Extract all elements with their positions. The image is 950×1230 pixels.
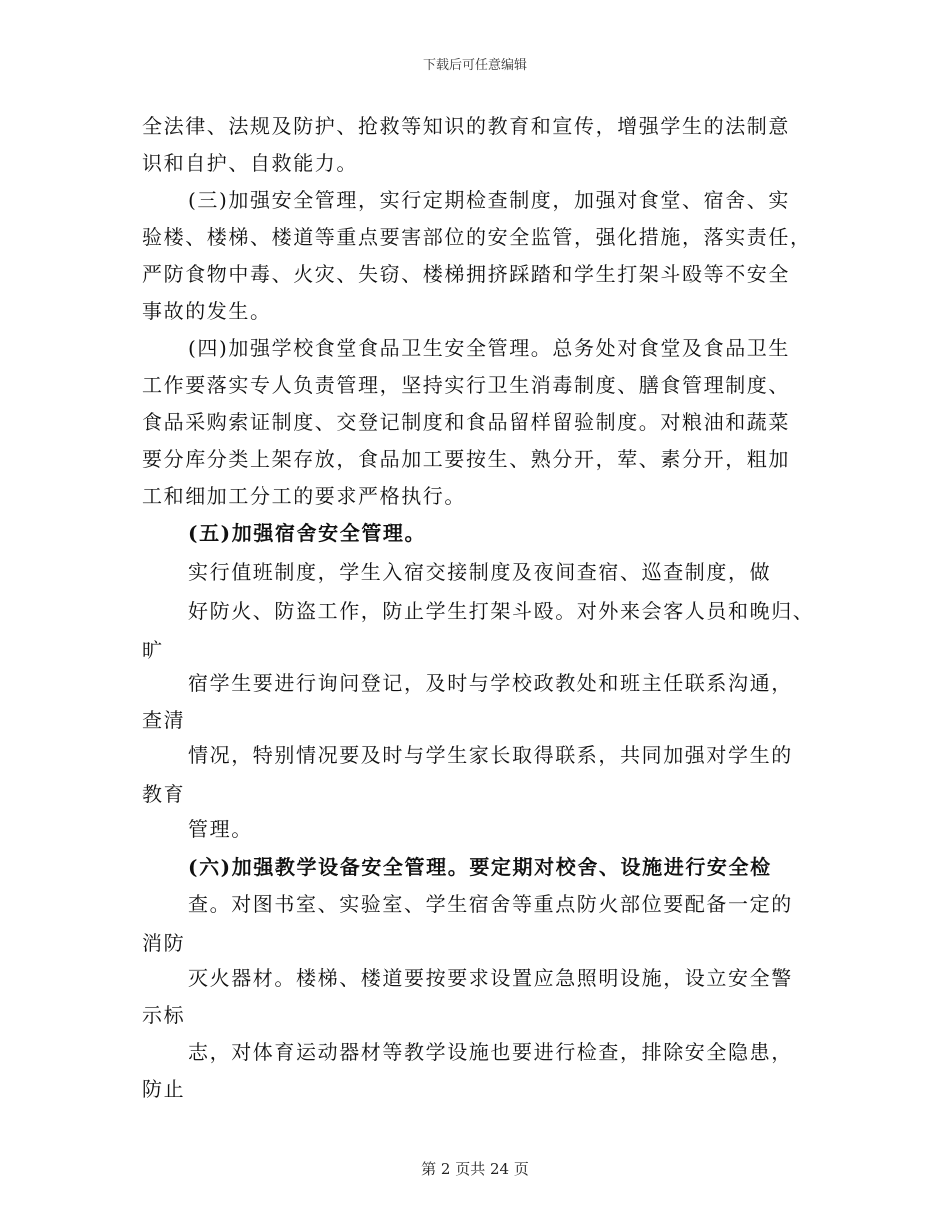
text-line: 情况，特别情况要及时与学生家长取得联系，共同加强对学生的 [188,743,793,767]
section-heading: (六)加强教学设备安全管理。要定期对校舍、设施进行安全检 [188,855,772,879]
text-line: 要分库分类上架存放，食品加工要按生、熟分开，荤、素分开，粗加 [142,447,790,471]
text-line: 查。对图书室、实验室、学生宿舍等重点防火部位要配备一定的 [188,892,793,916]
section-heading: (五)加强宿舍安全管理。 [188,521,427,545]
text-line: (三)加强安全管理，实行定期检查制度，加强对食堂、宿舍、实 [188,188,791,212]
text-line: 食品采购索证制度、交登记制度和食品留样留验制度。对粮油和蔬菜 [142,410,790,434]
text-line: 志，对体育运动器材等教学设施也要进行检查，排除安全隐患， [188,1040,793,1064]
text-line: 防止 [142,1077,186,1101]
text-line: 工作要落实专人负责管理，坚持实行卫生消毒制度、膳食管理制度、 [142,373,790,397]
text-line: 灭火器材。楼梯、楼道要按要求设置应急照明设施，设立安全警 [188,966,793,990]
page-header: 下载后可任意编辑 [422,58,527,73]
text-line: 验楼、楼梯、楼道等重点要害部位的安全监管，强化措施，落实责任， [142,225,812,249]
text-line: 教育 [142,782,186,806]
text-line: 事故的发生。 [142,299,272,323]
text-line: 工和细加工分工的要求严格执行。 [142,484,466,508]
text-line: 好防火、防盗工作，防止学生打架斗殴。对外来会客人员和晚归、 [188,599,815,623]
text-line: 严防食物中毒、火灾、失窃、楼梯拥挤踩踏和学生打架斗殴等不安全 [142,262,790,286]
page-footer: 第 2 页共 24 页 [421,1160,529,1178]
text-line: 实行值班制度，学生入宿交接制度及夜间查宿、巡查制度，做 [188,560,772,584]
text-line: 管理。 [188,817,253,841]
text-line: 旷 [142,638,164,662]
text-line: 消防 [142,931,186,955]
text-line: (四)加强学校食堂食品卫生安全管理。总务处对食堂及食品卫生 [188,336,791,360]
text-line: 查清 [142,708,186,732]
text-line: 全法律、法规及防护、抢救等知识的教育和宣传，增强学生的法制意 [142,114,790,138]
text-line: 示标 [142,1003,186,1027]
text-line: 识和自护、自救能力。 [142,151,358,175]
text-line: 宿学生要进行询问登记，及时与学校政教处和班主任联系沟通， [188,671,793,695]
